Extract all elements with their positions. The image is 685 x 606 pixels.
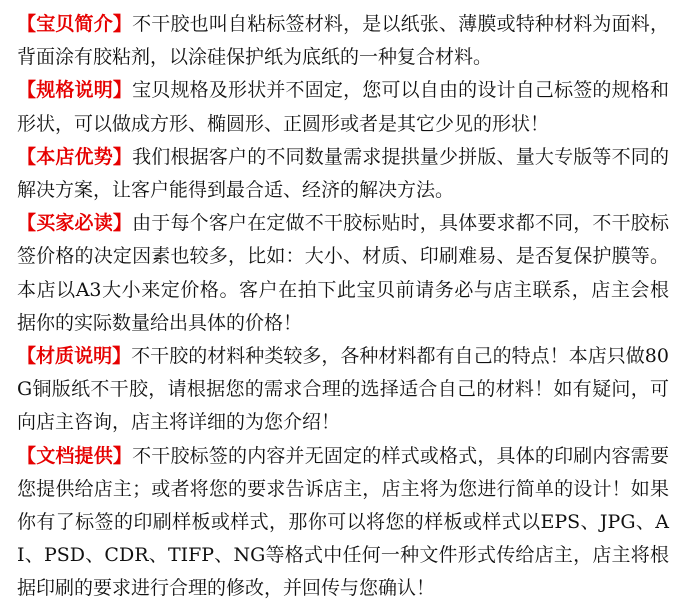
section-store-advantage xyxy=(17,141,669,207)
section-text: 我们根据客户的不同数量需求提拱量少拼版、量大专版等不同的解决方案，让客户能得到最合适、经济的解决方法。 xyxy=(17,145,669,202)
section-title: 本店优势 xyxy=(36,145,113,168)
section-tag: 【材质说明】 xyxy=(17,345,132,368)
section-title: 宝贝简介 xyxy=(36,13,113,35)
section-text: 不干胶也叫自粘标签材料，是以纸张、薄膜或特种材料为面料，背面涂有胶粘剂，以涂硅保护纸为底纸的一种复合材料。 xyxy=(17,13,669,69)
section-tag: 【规格说明】 xyxy=(17,79,133,102)
section-text: 不干胶的材料种类较多，各种材料都有自己的特点！本店只做80G铜版纸不干胶，请根据您的需求合理的选择适合自己的材料！如有疑问，可向店主咨询，店主将详细的为您介绍！ xyxy=(17,345,669,434)
section-text: 宝贝规格及形状并不固定，您可以自由的设计自己标签的规格和形状，可以做成方形、椭圆形、正圆形或者是其它少见的形状！ xyxy=(17,79,669,135)
section-title: 买家必读 xyxy=(36,212,113,235)
section-title: 文档提供 xyxy=(36,444,113,467)
section-material-description xyxy=(17,340,669,440)
section-title: 规格说明 xyxy=(36,79,113,102)
section-buyer-must-read xyxy=(17,207,669,340)
section-tag: 【本店优势】 xyxy=(17,145,133,168)
section-title: 材质说明 xyxy=(36,345,113,368)
section-text: 由于每个客户在定做不干胶标贴时，具体要求都不同，不干胶标签价格的决定因素也较多，比如：大小、材质、印刷难易、是否复保护膜等。本店以A3大小来定价格。客户在拍下此宝贝前请务必与店主联系，店主会根据你的实际数量给出具体的价格！ xyxy=(17,212,669,334)
section-product-intro xyxy=(17,8,669,74)
section-tag: 【文档提供】 xyxy=(17,444,133,467)
section-tag: 【宝贝简介】 xyxy=(17,13,133,35)
section-spec-description xyxy=(17,74,669,140)
section-text: 不干胶标签的内容并无固定的样式或格式，具体的印刷内容需要您提供给店主；或者将您的要求告诉店主，店主将为您进行简单的设计！如果你有了标签的印刷样板或样式，那你可以将您的样板或样式以EPS、JPG、AI、PSD、CDR、TIFP、NG等格式中任何一种文件形式传给店主，店主将根据印刷的要求进行合理的修改，并回传与您确认！ xyxy=(17,444,669,600)
section-document-provision xyxy=(17,440,669,606)
product-description xyxy=(17,8,669,606)
section-tag: 【买家必读】 xyxy=(17,212,133,235)
